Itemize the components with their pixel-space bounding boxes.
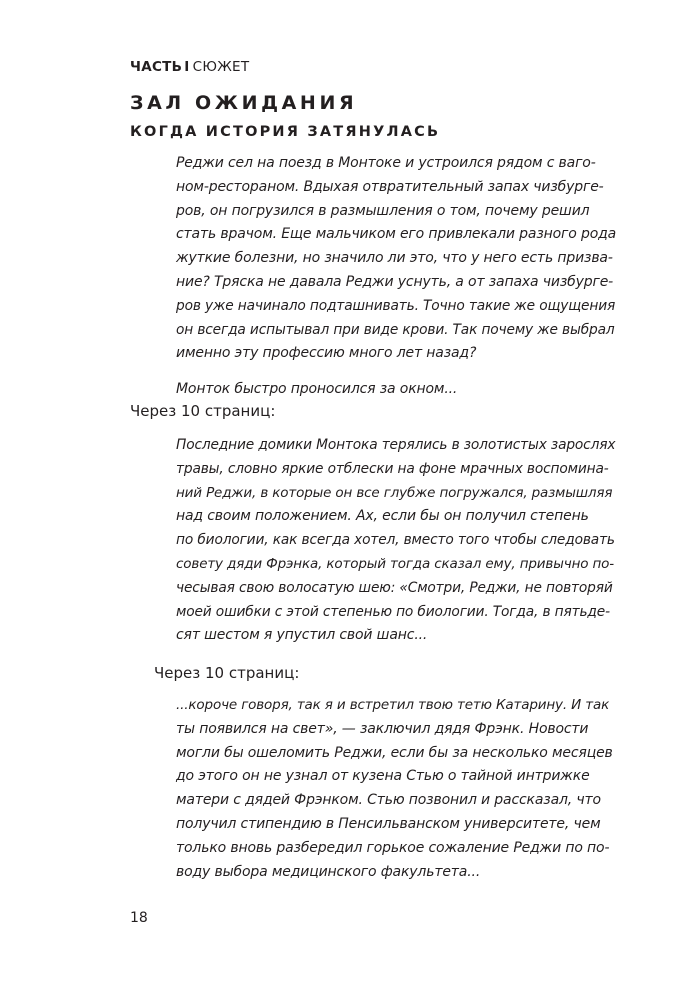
text-line: чесывая свою волосатую шею: «Смотри, Реджи, не повторяй bbox=[176, 579, 613, 596]
text-line: матери с дядей Фрэнком. Стью позвонил и рассказал, что bbox=[176, 792, 601, 809]
text-line: над своим положением. Ах, если бы он получил степень bbox=[176, 508, 589, 525]
text-line: ний Реджи, в которые он все глубже погружался, размышляя bbox=[176, 484, 613, 501]
text-line: только вновь разбередил горькое сожаление Реджи по по- bbox=[176, 839, 610, 856]
running-head-section: СЮЖЕТ bbox=[192, 59, 250, 75]
text-line: жуткие болезни, но значило ли это, что у него есть призва- bbox=[176, 250, 613, 267]
excerpt-1-paragraph-2 bbox=[176, 378, 616, 402]
connector-text-2: Через 10 страниц: bbox=[154, 664, 300, 682]
text-line: моей ошибки с этой степенью по биологии. Тогда, в пятьде- bbox=[176, 603, 610, 620]
excerpt-1-paragraph-1 bbox=[176, 152, 616, 366]
text-line: могли бы ошеломить Реджи, если бы за несколько месяцев bbox=[176, 744, 613, 761]
text-line: ном-рестораном. Вдыхая отвратительный запах чизбурге- bbox=[176, 178, 604, 195]
text-line: травы, словно яркие отблески на фоне мрачных воспомина- bbox=[176, 460, 609, 477]
text-line: до этого он не узнал от кузена Стью о тайной интрижке bbox=[176, 768, 590, 785]
excerpt-2 bbox=[176, 434, 616, 648]
text-line: воду выбора медицинского факультета... bbox=[176, 863, 481, 880]
text-line: ...короче говоря, так я и встретил твою тетю Катарину. И так bbox=[176, 697, 610, 713]
text-line: совету дяди Фрэнка, который тогда сказал ему, привычно по- bbox=[176, 555, 615, 572]
running-head-part: ЧАСТЬ bbox=[130, 59, 183, 75]
excerpt-3 bbox=[176, 694, 616, 884]
excerpt-1 bbox=[176, 152, 616, 402]
text-line: ров уже начинало подташнивать. Точно такие же ощущения bbox=[176, 297, 616, 314]
connector-text-1: Через 10 страниц: bbox=[130, 402, 276, 420]
text-line: Реджи сел на поезд в Монтоке и устроился рядом с ваго- bbox=[176, 155, 596, 171]
excerpt-2-paragraph bbox=[176, 434, 616, 648]
text-line: ние? Тряска не давала Реджи уснуть, а от запаха чизбурге- bbox=[176, 273, 614, 290]
text-line: Монток быстро проносился за окном... bbox=[176, 381, 458, 398]
section-title: ЗАЛ ОЖИДАНИЯ bbox=[130, 92, 358, 114]
text-line: ты появился на свет», — заключил дядя Фрэнк. Новости bbox=[176, 720, 589, 737]
section-subtitle: КОГДА ИСТОРИЯ ЗАТЯНУЛАСЬ bbox=[130, 124, 441, 140]
text-line: по биологии, как всегда хотел, вместо того чтобы следовать bbox=[176, 532, 615, 549]
excerpt-3-paragraph bbox=[176, 694, 616, 884]
text-line: именно эту профессию много лет назад? bbox=[176, 345, 477, 362]
text-line: получил стипендию в Пенсильванском университете, чем bbox=[176, 815, 601, 832]
text-line: ров, он погрузился в размышления о том, почему решил bbox=[176, 202, 590, 219]
page-number: 18 bbox=[130, 910, 148, 926]
text-line: стать врачом. Еще мальчиком его привлекали разного рода bbox=[176, 226, 617, 243]
text-line: сят шестом я упустил свой шанс... bbox=[176, 627, 428, 644]
text-line: Последние домики Монтока терялись в золотистых зарослях bbox=[176, 437, 616, 453]
text-line: он всегда испытывал при виде крови. Так почему же выбрал bbox=[176, 321, 615, 338]
running-head-separator: I bbox=[184, 59, 190, 75]
running-head bbox=[130, 59, 249, 75]
